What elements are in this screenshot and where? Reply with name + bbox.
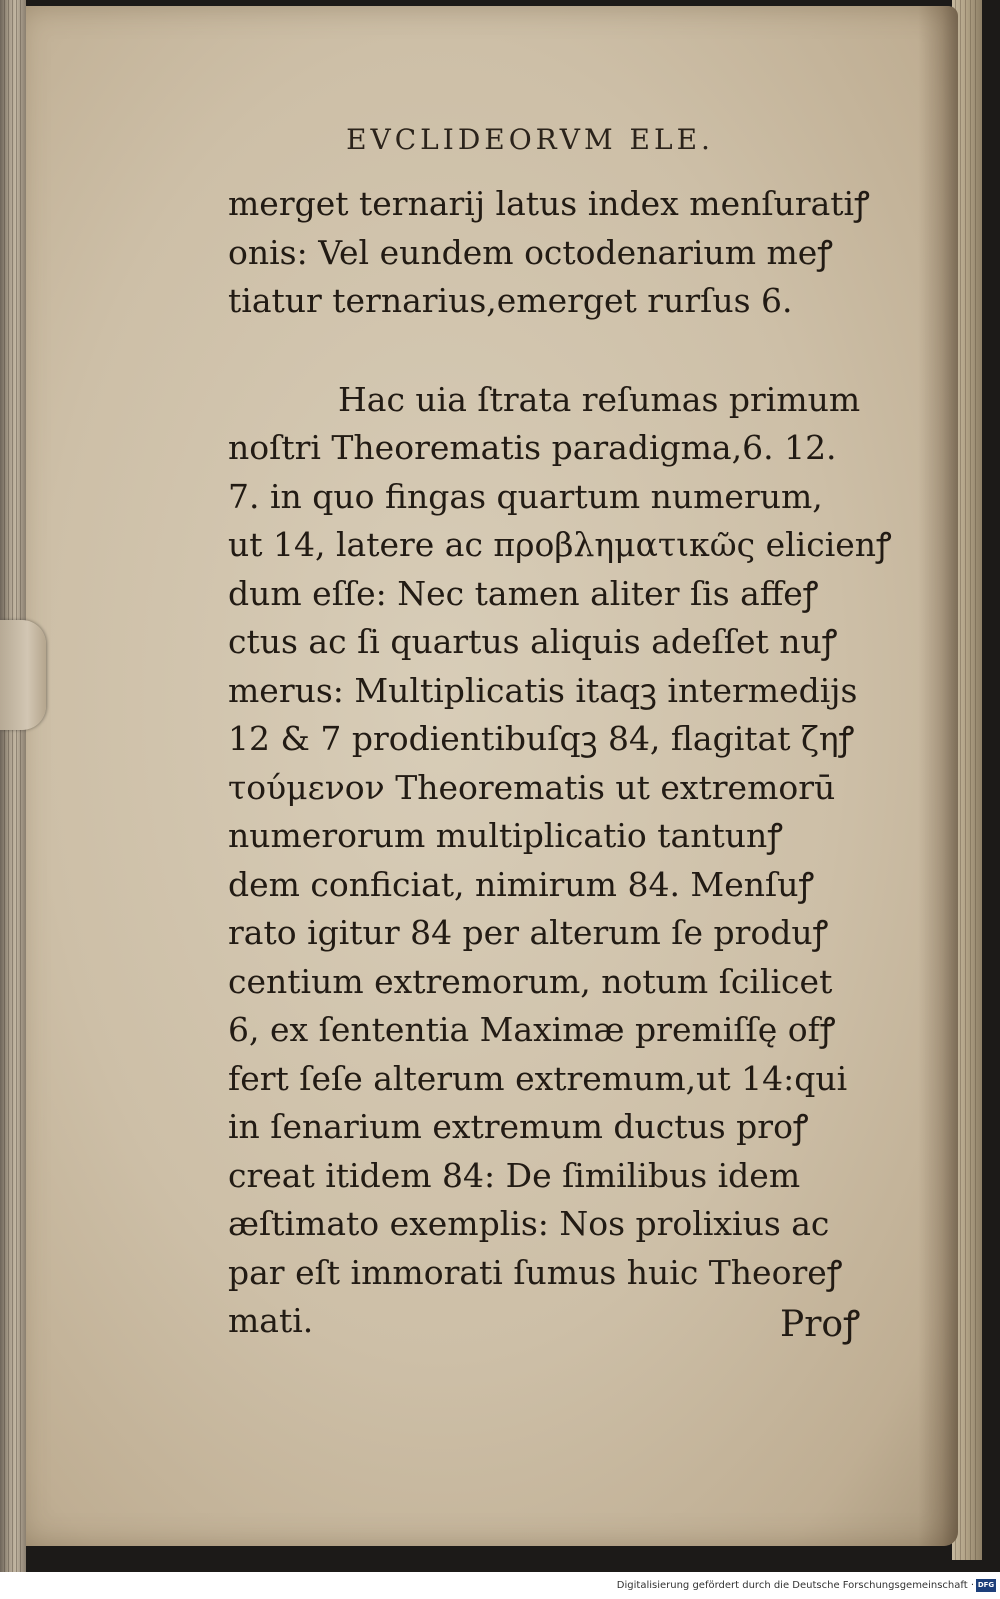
text-line: dum eſſe: Nec tamen aliter ſis affeꝭ — [228, 573, 819, 613]
text-line: 7. in quo fingas quartum numerum, — [228, 476, 823, 516]
text-line: centium extremorum, notum ſcilicet — [228, 961, 833, 1001]
catchword: Proꝭ — [780, 1304, 861, 1345]
text-line: in ſenarium extremum ductus proꝭ — [228, 1107, 809, 1146]
left-binding-lines — [4, 0, 24, 1572]
text-line: 6, ex ſententia Maximæ premiſſę ofꝭ — [228, 1010, 836, 1049]
right-page-edge-lines — [955, 0, 979, 1560]
text-line: dem conficiat, nimirum 84. Menſuꝭ — [228, 864, 815, 904]
text-line: rato igitur 84 per alterum ſe produꝭ — [228, 913, 829, 952]
page-fold-shadow — [918, 6, 958, 1546]
text-line: numerorum multiplicatio tantunꝭ — [228, 816, 783, 855]
running-header: EVCLIDEORVM ELE. — [346, 123, 714, 156]
text-line: mati. — [228, 1301, 314, 1340]
text-line: 12 & 7 prodientibuſqꝫ 84, flagitat ζηꝭ — [228, 719, 855, 758]
body-text — [228, 180, 892, 1346]
text-line: merus: Multiplicatis itaqꝫ intermedijs — [228, 670, 858, 710]
text-line: Hac uia ſtrata reſumas primum — [338, 379, 861, 419]
book-clasp-tab — [0, 620, 46, 730]
text-line: τούμενον Theorematis ut extremorū — [228, 767, 836, 807]
text-line: onis: Vel eundem octodenarium meꝭ — [228, 232, 833, 272]
text-line: fert ſeſe alterum extremum,ut 14:qui — [228, 1058, 848, 1098]
text-line: æſtimato exemplis: Nos prolixius ac — [228, 1204, 830, 1243]
text-line: ctus ac ſi quartus aliquis adeſſet nuꝭ — [228, 622, 838, 661]
text-line: creat itidem 84: De ſimilibus idem — [228, 1155, 801, 1195]
text-line: ut 14, latere ac προβληματικῶς elicienꝭ — [228, 525, 892, 564]
funding-credit: Digitalisierung gefördert durch die Deutsche Forschungsgemeinschaft · — [616, 1580, 974, 1591]
text-line: par eſt immorati ſumus huic Theoreꝭ — [228, 1252, 843, 1292]
text-line: merget ternarij latus index menſuratiꝭ — [228, 184, 870, 223]
paragraph-gap — [228, 326, 868, 376]
text-line: noſtri Theorematis paradigma,6. 12. — [228, 428, 837, 467]
text-line: tiatur ternarius,emerget rurſus 6. — [228, 281, 793, 320]
dfg-logo: DFG — [976, 1579, 996, 1592]
